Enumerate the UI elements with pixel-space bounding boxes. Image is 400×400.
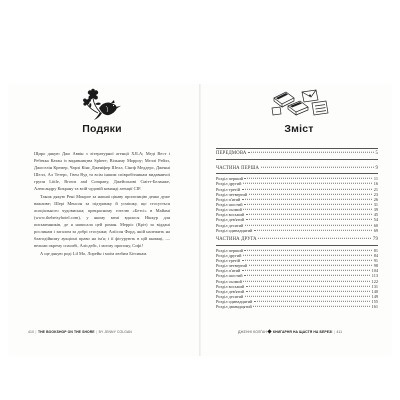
toc-leader-dots xyxy=(246,286,370,287)
toc-leader-dots xyxy=(246,214,373,215)
toc-entry-label: Розділ п'ятий xyxy=(216,268,241,274)
toc-divider xyxy=(216,159,378,160)
toc-entry-page: 131 xyxy=(371,283,378,289)
bird-flowers-illustration xyxy=(80,86,122,122)
toc-divider xyxy=(216,245,378,246)
toc-leader-dots xyxy=(246,291,371,292)
running-title: THE BOOKSHOP ON THE SHORE xyxy=(37,330,95,334)
toc-entry-label: ПЕРЕДМОВА xyxy=(216,151,247,157)
toc-entry-page: 104 xyxy=(371,268,378,274)
toc-entry-page: 69 xyxy=(373,227,378,233)
toc-leader-dots xyxy=(253,306,370,307)
toc-entry-label: Розділ четвертий xyxy=(216,263,248,269)
toc-leader-dots xyxy=(254,301,370,302)
toc-leader-dots xyxy=(243,255,372,256)
toc-entry-label: ЧАСТИНА ПЕРША xyxy=(216,166,260,172)
toc-entry-label: Розділ одинадцятий xyxy=(216,227,253,233)
toc-entry-page: 5 xyxy=(375,151,378,157)
books-letters-illustration xyxy=(268,86,332,122)
toc-entry-label: Розділ другий xyxy=(216,252,242,258)
toc-leader-dots xyxy=(244,178,372,179)
toc-leader-dots xyxy=(248,152,374,153)
toc-entry-label: Розділ третій xyxy=(216,186,241,192)
toc-section-entry xyxy=(216,151,378,156)
toc-entry-label: Розділ дев'ятий xyxy=(216,217,244,223)
toc-entry-label: Розділ перший xyxy=(216,247,243,253)
toc-leader-dots xyxy=(244,250,372,251)
toc-entry-label: Розділ восьмий xyxy=(216,283,245,289)
toc-leader-dots xyxy=(245,296,370,297)
toc-divider xyxy=(216,173,378,174)
toc-entry-label: Розділ п'ятий xyxy=(216,196,241,202)
toc-leader-dots xyxy=(258,238,371,239)
toc-entry-label: Розділ дванадцятий xyxy=(216,304,252,310)
toc-entry-label: Розділ другий xyxy=(216,181,242,187)
running-author: BY JENNY COLGAN xyxy=(98,330,132,334)
contents-heading: Зміст xyxy=(284,123,314,135)
toc-entry-label: Розділ десятий xyxy=(216,222,244,228)
toc-entry-page: 140 xyxy=(371,288,378,294)
toc-entry-label: Розділ одинадцятий xyxy=(216,299,253,305)
toc-leader-dots xyxy=(242,270,370,271)
toc-entry-page: 31 xyxy=(373,202,378,208)
toc-entry-page: 161 xyxy=(371,304,378,310)
page-number: 411 xyxy=(336,330,343,335)
toc-entry-label: Розділ шостий xyxy=(216,273,243,279)
toc-entry-page: 122 xyxy=(371,278,378,284)
toc-entry-page: 16 xyxy=(373,181,378,187)
toc-entry-label: Розділ сьомий xyxy=(216,207,242,213)
toc-leader-dots xyxy=(243,209,372,210)
toc-leader-dots xyxy=(261,167,374,168)
ack-paragraph: Щиро дякую Джо Аввін з літературної агенції XJLA; Меді Вест і Ребекка Катан із видавництва Sphere; Вільяму Морроу; Меллі Рейлз, Джоселін Кремер, Чарлі Кінг, Дженіфер Шелл, Сінгф Меддерс, Дженні Шелл, Ал Тетерс, Гвен Вуд та всім іншим співробітникам видавничої групи Little, Brown and Company, Джейсонові Смітт-Беланже, Александру Кокрану та всій чудовій команді агенції CIF. xyxy=(34,151,170,192)
toc-entry-label: Розділ дев'ятий xyxy=(216,288,244,294)
toc-entry-page: 84 xyxy=(373,252,378,258)
toc-entry-page: 9 xyxy=(375,166,378,172)
running-title: КНИГАРНЯ НА ЩАСТЯ НА БЕРЕЗІ xyxy=(272,330,333,335)
toc-entry-label: ЧАСТИНА ДРУГА xyxy=(216,237,257,243)
toc-chapter-entry xyxy=(216,304,378,309)
toc-entry-page: 155 xyxy=(371,299,378,305)
toc-entry-page: 149 xyxy=(371,293,378,299)
toc-entry-page: 98 xyxy=(373,263,378,269)
acknowledgments-text xyxy=(34,150,170,257)
toc-leader-dots xyxy=(246,219,373,220)
toc-entry-page: 81 xyxy=(373,247,378,253)
toc-leader-dots xyxy=(244,275,370,276)
toc-entry-page: 79 xyxy=(372,237,378,243)
toc-leader-dots xyxy=(254,230,372,231)
toc-entry-page: 45 xyxy=(373,212,378,218)
toc-leader-dots xyxy=(243,280,370,281)
page-number: 410 xyxy=(28,330,34,334)
diamond-icon xyxy=(268,329,272,333)
toc-entry-label: Розділ четвертий xyxy=(216,191,248,197)
toc-entry-page: 23 xyxy=(373,191,378,197)
toc-leader-dots xyxy=(242,199,373,200)
acknowledgments-heading: Подяки xyxy=(82,123,122,135)
toc-section-entry xyxy=(216,237,378,242)
toc-entry-label: Розділ сьомий xyxy=(216,278,242,284)
toc-divider xyxy=(216,148,378,149)
toc-entry-page: 54 xyxy=(373,217,378,223)
toc-leader-dots xyxy=(243,183,372,184)
toc-leader-dots xyxy=(249,194,373,195)
toc-entry-page: 91 xyxy=(373,258,378,263)
toc-entry-page: 11 xyxy=(373,176,378,182)
toc-entry-page: 113 xyxy=(371,273,378,279)
toc-entry-label: Розділ третій xyxy=(216,258,241,263)
toc-entry-page: 60 xyxy=(373,222,378,228)
toc-leader-dots xyxy=(245,224,372,225)
table-of-contents xyxy=(216,146,378,309)
toc-entry-label: Розділ шостий xyxy=(216,202,243,208)
toc-entry-label: Розділ десятий xyxy=(216,293,244,299)
toc-entry-page: 21 xyxy=(373,186,378,192)
right-footer: ДЖЕННІ КОЛҐАН КНИГАРНЯ НА ЩАСТЯ НА БЕРЕЗІ | 411 xyxy=(238,330,343,335)
toc-entry-label: Розділ перший xyxy=(216,176,243,182)
toc-leader-dots xyxy=(242,188,373,189)
left-footer: 410 | THE BOOKSHOP ON THE SHORE | BY JENNY COLGAN xyxy=(28,330,132,334)
ack-paragraph: А ще дякую роді Lil Mo, Лорейн і моїм любим Бітсикам. xyxy=(40,250,148,256)
toc-entry-label: Розділ восьмий xyxy=(216,212,245,218)
toc-entry-page: 39 xyxy=(373,207,378,213)
running-author: ДЖЕННІ КОЛҐАН xyxy=(238,330,267,335)
toc-leader-dots xyxy=(242,260,373,261)
toc-leader-dots xyxy=(249,265,373,266)
toc-entry-page: 26 xyxy=(373,196,378,202)
ack-paragraph: Також дякую Рені Монрое за напнаї цікаву пропозицію деяко дуже важливе; Шері Менсон за підтримку й усмішку, що стосується асоціального чудовиська; прекрасному готелю «Бетсі» в Майамі (www.thebetsyhotel.com), у якому мені вдалося Ніккур для письменників, де я написала цей роман. Мерріс (Кріт) за віддані рослинам і загалом за добрі стосунки; Аліісон Форд, якій належить на благодійному аукціоні право на ім'я; і її фігурують в цій книжці, — вельми окрему спасибі, Алісдейс, і моєму пропону, Софі! xyxy=(34,193,170,249)
toc-leader-dots xyxy=(244,204,372,205)
toc-section-entry xyxy=(216,166,378,171)
